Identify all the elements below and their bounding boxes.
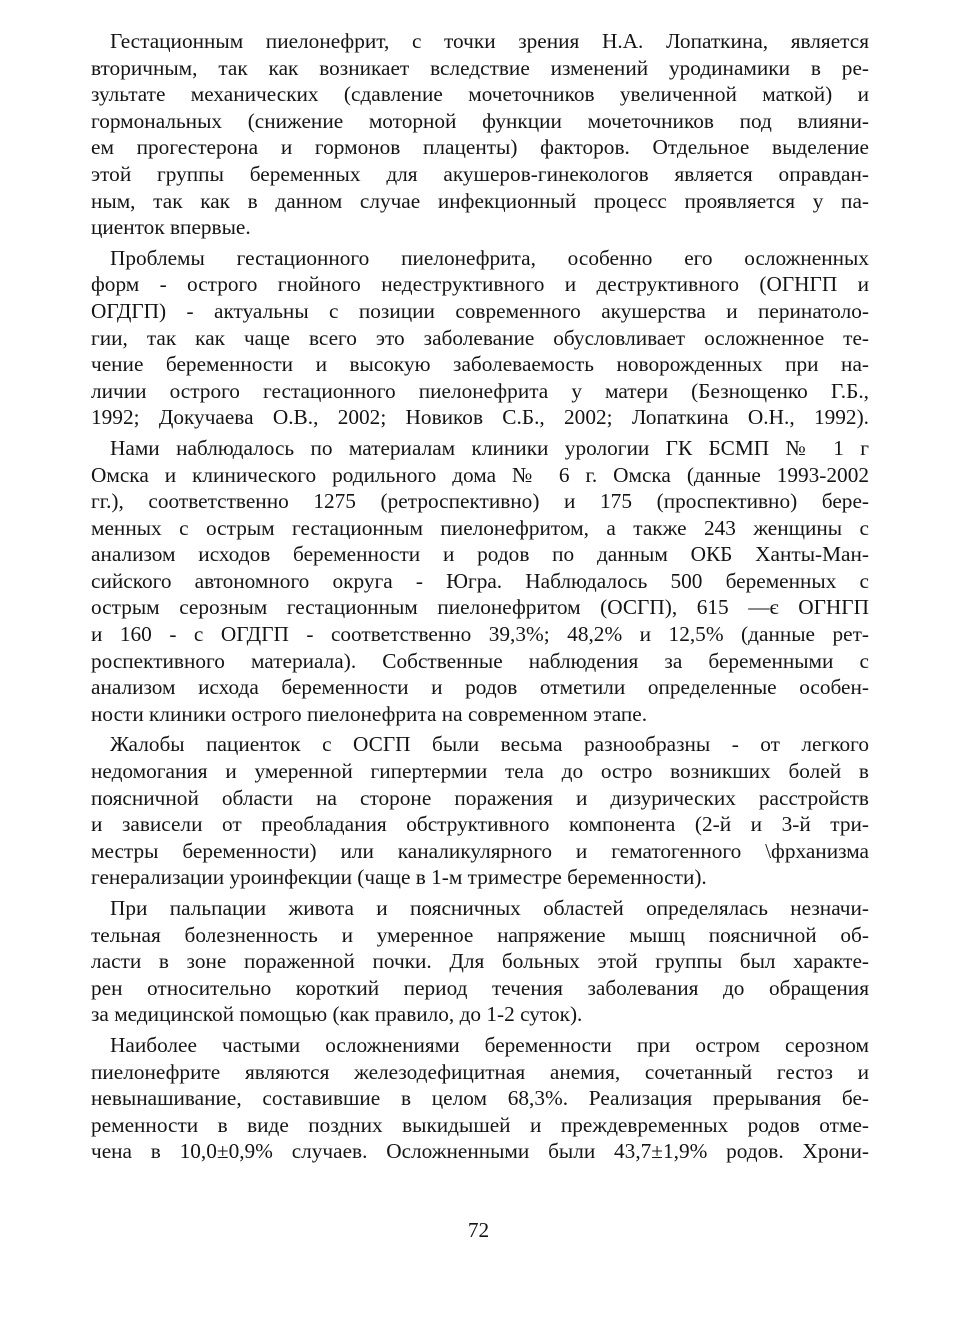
text-line: гормональных (снижение моторной функции мочеточников под влияни- [91,108,869,133]
paragraph-6 [91,1032,869,1165]
text-line: анализом исходов беременности и родов по данным ОКБ Ханты-Ман- [91,542,869,567]
text-line: за медицинской помощью (как правило, до 1-2 суток). [91,1002,583,1027]
text-line: поясничной области на стороне поражения и дизурических расстройств [91,785,869,810]
text-line: 1992; Докучаева О.В., 2002; Новиков С.Б., 2002; Лопаткина О.Н., 1992). [91,405,869,430]
text-line: менных с острым гестационным пиелонефритом, а также 243 женщины с [91,515,869,540]
text-line: Жалобы пациенток с ОСГП были весьма разнообразны - от легкого [110,732,869,757]
text-line: гг.), соответственно 1275 (ретроспективно) и 175 (проспективно) бере- [91,489,869,514]
text-line: и зависели от преобладания обструктивного компонента (2-й и 3-й три- [91,812,869,837]
text-line: циенток впервые. [91,215,251,240]
text-line: генерализации уроинфекции (чаще в 1-м триместре беременности). [91,865,707,890]
text-line: пиелонефрите являются железодефицитная анемия, сочетанный гестоз и [91,1059,869,1084]
text-line: и 160 - с ОГДГП - соответственно 39,3%; 48,2% и 12,5% (данные рет- [91,622,869,647]
text-line: ласти в зоне пораженной почки. Для больных этой группы был характе- [91,949,869,974]
text-line: рен относительно короткий период течения заболевания до обращения [91,975,869,1000]
text-line: невынашивание, составившие в целом 68,3%. Реализация прерывания бе- [91,1086,869,1111]
text-line: ным, так как в данном случае инфекционный процесс проявляется у па- [91,188,869,213]
text-line: чена в 10,0±0,9% случаев. Осложненными были 43,7±1,9% родов. Хрони- [91,1139,869,1164]
text-line: Проблемы гестационного пиелонефрита, особенно его осложненных [110,245,869,270]
text-line: Гестационным пиелонефрит, с точки зрения Н.А. Лопаткина, является [110,29,869,53]
text-line: тельная болезненность и умеренное напряжение мышц поясничной об- [91,922,869,947]
text-line: Нами наблюдалось по материалам клиники урологии ГК БСМП № 1 г [110,435,869,460]
text-line: ем прогестерона и гормонов плаценты) факторов. Отдельное выделение [91,135,869,160]
text-line: недомогания и умеренной гипертермии тела до остро возникших болей в [91,759,869,784]
text-line: личии острого гестационного пиелонефрита у матери (Безнощенко Г.Б., [91,378,869,403]
text-line: ности клиники острого пиелонефрита на современном этапе. [91,701,648,726]
text-line: вторичным, так как возникает вследствие изменений уродинамики в ре- [91,55,869,80]
text-line: сийского автономного округа - Югра. Наблюдалось 500 беременных с [91,568,869,593]
text-line: Наиболее частыми осложнениями беременности при остром серозном [110,1032,869,1057]
text-line: чение беременности и высокую заболеваемость новорожденных при на- [91,352,869,377]
text-line: острым серозным гестационным пиелонефритом (ОСГП), 615 —є ОГНГП [91,595,869,620]
paragraph-5 [91,895,869,1028]
paragraph-4 [91,731,869,891]
text-line: форм - острого гнойного недеструктивного и деструктивного (ОГНГП и [91,272,869,297]
page-number: 72 [467,1218,490,1242]
text-line: ременности в виде поздних выкидышей и преждевременных родов отме- [91,1112,869,1137]
text-line: этой группы беременных для акушеров-гинекологов является оправдан- [91,161,869,186]
document-page [91,28,869,1165]
text-line: анализом исхода беременности и родов отметили определенные особен- [91,675,869,700]
text-line: ОГДГП) - актуальны с позиции современного акушерства и перинатоло- [91,298,869,323]
text-line: роспективного материала). Собственные наблюдения за беременными с [91,648,869,673]
text-line: гии, так как чаще всего это заболевание обусловливает осложненное те- [91,325,869,350]
paragraph-2 [91,245,869,431]
paragraph-3 [91,435,869,728]
text-line: местры беременности) или каналикулярного и гематогенного \фрханизма [91,838,869,863]
paragraph-1 [91,28,869,241]
text-line: Омска и клинического родильного дома № 6 г. Омска (данные 1993-2002 [91,462,869,487]
text-line: При пальпации живота и поясничных областей определялась незначи- [110,896,869,920]
text-line: зультате механических (сдавление мочеточников увеличенной маткой) и [91,82,869,107]
